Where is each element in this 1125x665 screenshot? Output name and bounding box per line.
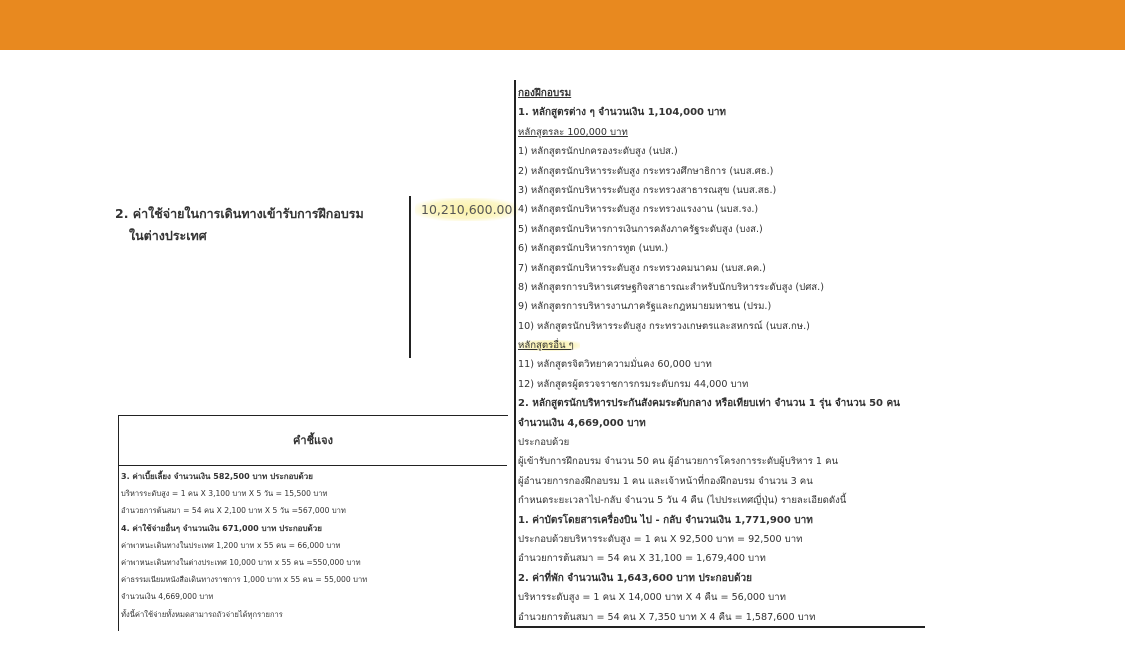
text-line — [518, 491, 938, 510]
text-line — [518, 123, 938, 142]
line-text: หลักสูตรอื่น ๆ — [518, 340, 580, 351]
line-text: 9) หลักสูตรการบริหารงานภาครัฐและกฎหมายมหาชน (ปรม.) — [518, 301, 772, 313]
line-text: 4. ค่าใช้จ่ายอื่นๆ จำนวนเงิน 671,000 บาท ประกอบด้วย — [121, 523, 322, 533]
line-text: ค่าธรรมเนียมหนังสือเดินทางราชการ 1,000 บาท x 55 คน = 55,000 บาท — [121, 575, 368, 585]
line-text: 1) หลักสูตรนักปกครองระดับสูง (นปส.) — [518, 146, 678, 158]
text-line — [518, 355, 938, 374]
text-line — [518, 394, 938, 413]
line-text: กองฝึกอบรม — [518, 88, 572, 99]
line-text: ผู้เข้ารับการฝึกอบรม จำนวน 50 คน ผู้อำนวยการโครงการระดับผู้บริหาร 1 คน — [518, 456, 839, 468]
text-line — [121, 554, 505, 571]
text-line — [518, 142, 938, 161]
text-line — [121, 606, 505, 623]
text-line — [518, 549, 938, 568]
text-line — [121, 520, 505, 537]
line-text: 1. หลักสูตรต่าง ๆ จำนวนเงิน 1,104,000 บาท — [518, 107, 727, 119]
line-text: 4) หลักสูตรนักบริหารระดับสูง กระทรวงแรงงาน (นบส.รง.) — [518, 204, 759, 216]
line-text: 6) หลักสูตรนักบริหารการทูต (นบท.) — [518, 243, 669, 255]
text-line — [518, 297, 938, 316]
line-text: ประกอบด้วย — [518, 437, 570, 449]
line-text: 3. ค่าเบี้ยเลี้ยง จำนวนเงิน 582,500 บาท ประกอบด้วย — [121, 472, 313, 481]
text-line — [518, 375, 938, 394]
text-line — [518, 608, 938, 627]
note-box — [118, 415, 508, 631]
line-text: บริหารระดับสูง = 1 คน X 3,100 บาท X 5 วัน = 15,500 บาท — [121, 489, 328, 499]
line-text: 8) หลักสูตรการบริหารเศรษฐกิจสาธารณะสำหรับนักบริหารระดับสูง (ปศส.) — [518, 281, 824, 293]
column-divider-right — [514, 80, 516, 628]
line-text: ทั้งนี้ค่าใช้จ่ายทั้งหมดสามารถถัวจ่ายได้ทุกรายการ — [121, 609, 283, 619]
item-amount: 10,210,600.00 — [415, 198, 518, 221]
note-header: คำชี้แจง — [119, 416, 507, 466]
line-text: 2) หลักสูตรนักบริหารระดับสูง กระทรวงศึกษาธิการ (นบส.ศธ.) — [518, 165, 774, 177]
item-title-line1: 2. ค่าใช้จ่ายในการเดินทางเข้ารับการฝึกอบรม — [115, 206, 364, 221]
line-text: 1. ค่าบัตรโดยสารเครื่องบิน ไป - กลับ จำนวนเงิน 1,771,900 บาท — [518, 514, 813, 526]
item-title — [115, 203, 405, 247]
line-text: 3) หลักสูตรนักบริหารระดับสูง กระทรวงสาธารณสุข (นบส.สธ.) — [518, 184, 777, 196]
text-line — [518, 220, 938, 239]
header-bar — [0, 0, 1125, 50]
line-text: จำนวนเงิน 4,669,000 บาท — [518, 417, 646, 429]
line-text: อำนวยการต้นสมา = 54 คน X 2,100 บาท X 5 วัน =567,000 บาท — [121, 506, 346, 516]
text-line — [518, 472, 938, 491]
text-line — [518, 162, 938, 181]
line-text: จำนวนเงิน 4,669,000 บาท — [121, 592, 214, 602]
text-line — [121, 588, 505, 605]
text-line — [518, 588, 938, 607]
text-line — [121, 537, 505, 554]
text-line — [121, 468, 505, 485]
note-body — [121, 468, 505, 623]
text-line — [518, 511, 938, 530]
line-text: 11) หลักสูตรจิตวิทยาความมั่นคง 60,000 บาท — [518, 359, 712, 371]
text-line — [518, 239, 938, 258]
text-line — [121, 502, 505, 519]
text-line — [518, 181, 938, 200]
line-text: ประกอบด้วยบริหารระดับสูง = 1 คน X 92,500 บาท = 92,500 บาท — [518, 533, 803, 545]
text-line — [121, 485, 505, 502]
text-line — [518, 336, 938, 355]
line-text: ค่าพาหนะเดินทางในต่างประเทศ 10,000 บาท x 55 คน =550,000 บาท — [121, 557, 361, 567]
text-line — [518, 569, 938, 588]
column-divider-left — [409, 196, 411, 358]
text-line — [518, 414, 938, 433]
text-line — [518, 530, 938, 549]
line-text: 5) หลักสูตรนักบริหารการเงินการคลังภาครัฐระดับสูง (บงส.) — [518, 223, 763, 235]
line-text: ค่าพาหนะเดินทางในประเทศ 1,200 บาท x 55 คน = 66,000 บาท — [121, 540, 341, 550]
item-title-line2: ในต่างประเทศ — [129, 228, 207, 243]
line-text: อำนวยการต้นสมา = 54 คน X 7,350 บาท X 4 คืน = 1,587,600 บาท — [518, 611, 816, 623]
line-text: บริหารระดับสูง = 1 คน X 14,000 บาท X 4 คืน = 56,000 บาท — [518, 592, 786, 604]
text-line — [518, 259, 938, 278]
text-line — [518, 452, 938, 471]
text-line — [518, 103, 938, 122]
line-text: 12) หลักสูตรผู้ตรวจราชการกรมระดับกรม 44,000 บาท — [518, 378, 749, 390]
text-line — [518, 84, 938, 103]
line-text: 7) หลักสูตรนักบริหารระดับสูง กระทรวงคมนาคม (นบส.คค.) — [518, 262, 766, 274]
text-line — [518, 200, 938, 219]
text-line — [518, 278, 938, 297]
line-text: 2. ค่าที่พัก จำนวนเงิน 1,643,600 บาท ประกอบด้วย — [518, 572, 752, 584]
text-line — [518, 433, 938, 452]
line-text: อำนวยการต้นสมา = 54 คน X 31,100 = 1,679,400 บาท — [518, 553, 766, 565]
line-text: กำหนดระยะเวลาไป-กลับ จำนวน 5 วัน 4 คืน (ไปประเทศญี่ปุ่น) รายละเอียดดังนี้ — [518, 495, 847, 507]
line-text: หลักสูตรละ 100,000 บาท — [518, 126, 628, 138]
line-text: 2. หลักสูตรนักบริหารประกันสังคมระดับกลาง หรือเทียบเท่า จำนวน 1 รุ่น จำนวน 50 คน — [518, 398, 900, 410]
details-bottom-rule — [515, 626, 925, 628]
details-column — [518, 84, 938, 627]
text-line — [121, 571, 505, 588]
line-text: 10) หลักสูตรนักบริหารระดับสูง กระทรวงเกษตรและสหกรณ์ (นบส.กษ.) — [518, 320, 810, 332]
line-text: ผู้อำนวยการกองฝึกอบรม 1 คน และเจ้าหน้าที่กองฝึกอบรม จำนวน 3 คน — [518, 475, 813, 487]
text-line — [518, 317, 938, 336]
